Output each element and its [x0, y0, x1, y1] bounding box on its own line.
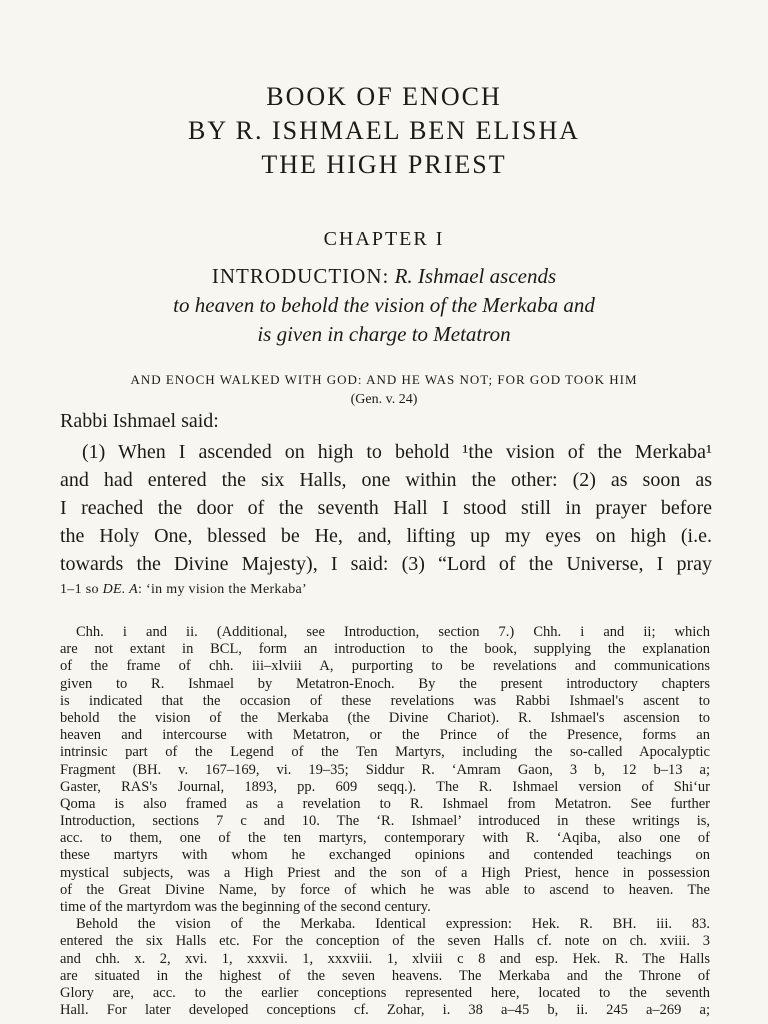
commentary-line: are situated in the highest of the seven heavens. The Merkaba and the Throne of [60, 967, 710, 984]
intro-line-2: to heaven to behold the vision of the Merkaba and [173, 293, 595, 317]
commentary-line: Chh. i and ii. (Additional, see Introduction, section 7.) Chh. i and ii; which [76, 624, 710, 640]
epigraph: AND ENOCH WALKED WITH GOD: AND HE WAS NOT; FOR GOD TOOK HIM [130, 372, 638, 387]
commentary-line: Fragment (BH. v. 167–169, vi. 19–35; Siddur R. ‘Amram Gaon, 3 b, 12 b–13 a; [60, 761, 710, 778]
chapter-introduction [60, 262, 708, 349]
commentary-line: given to R. Ishmael by Metatron-Enoch. By the present introductory chapters [60, 675, 710, 692]
commentary-line: intrinsic part of the Legend of the Ten Martyrs, including the so-called Apocalyptic [60, 744, 710, 761]
commentary-line: of the Great Divine Name, by force of which he was able to ascend to heaven. The [60, 881, 710, 898]
epigraph-citation: (Gen. v. 24) [350, 392, 418, 407]
commentary-line: time of the martyrdom was the beginning of the second century. [60, 899, 431, 915]
commentary-line: is indicated that the occasion of these revelations was Rabbi Ishmael's ascent to [60, 692, 710, 709]
footnote-text: : ‘in my vision the Merkaba’ [138, 582, 308, 597]
title-line-1: BOOK OF ENOCH [266, 82, 502, 111]
commentary-line: heaven and intercourse with Metatron, or the Prince of the Presence, forms an [60, 727, 710, 744]
commentary-line: Gaster, RAS's Journal, 1893, pp. 609 seqq.). The R. Ishmael version of Shi‘ur [60, 778, 710, 795]
book-title [0, 80, 768, 182]
commentary-line: of the frame of chh. iii–xlviii A, purporting to be revelations and communications [60, 658, 710, 675]
intro-line-1: R. Ishmael ascends [394, 264, 557, 288]
commentary-line: acc. to them, one of the ten martyrs, contemporary with R. ‘Aqiba, also one of [60, 830, 710, 847]
chapter-heading: CHAPTER I [323, 228, 445, 250]
commentary-line: mystical subjects, was a High Priest and the son of a High Priest, hence in possession [60, 864, 710, 881]
footnote [60, 582, 307, 598]
commentary-line: Glory are, acc. to the earlier conceptions represented here, located to the seventh [60, 984, 710, 1001]
title-line-3: THE HIGH PRIEST [261, 150, 507, 179]
intro-lead: INTRODUCTION: [211, 264, 390, 288]
intro-line-3: is given in charge to Metatron [257, 322, 511, 346]
commentary-line: Qoma is also framed as a revelation to R. Ishmael from Metatron. See further [60, 795, 710, 812]
main-text-line: towards the Divine Majesty), I said: (3) “Lord of the Universe, I pray [60, 553, 712, 575]
speaker-line: Rabbi Ishmael said: [60, 410, 219, 432]
commentary-line: behold the vision of the Merkaba (the Divine Chariot). R. Ishmael's ascension to [60, 709, 710, 726]
main-text-line: and had entered the six Halls, one within the other: (2) as soon as [60, 469, 712, 491]
commentary-line: and chh. x. 2, xvi. 1, xxxvii. 1, xxxviii. 1, xlviii c 8 and esp. Hek. R. The Halls [60, 950, 710, 967]
commentary-line: are not extant in BCL, form an introduction to the book, supplying the explanation [60, 641, 710, 658]
commentary-line: these martyrs with whom he exchanged opinions and contended teachings on [60, 847, 710, 864]
main-text-line: I reached the door of the seventh Hall I stood still in prayer before [60, 497, 712, 519]
footnote-prefix: 1–1 so [60, 582, 99, 597]
commentary-line: Behold the vision of the Merkaba. Identical expression: Hek. R. BH. iii. 83. [76, 916, 710, 933]
commentary-line: entered the six Halls etc. For the conception of the seven Halls cf. note on ch. xviii. 3 [60, 933, 710, 950]
commentary [60, 624, 710, 1019]
title-line-2: BY R. ISHMAEL BEN ELISHA [187, 116, 581, 145]
main-text [60, 438, 712, 578]
footnote-source: DE. A [102, 582, 139, 597]
commentary-line: Hall. For later developed conceptions cf. Zohar, i. 38 a–45 b, ii. 245 a–269 a; [60, 1002, 710, 1019]
main-text-line: (1) When I ascended on high to behold ¹the vision of the Merkaba¹ [82, 441, 712, 463]
main-text-line: the Holy One, blessed be He, and, lifting up my eyes on high (i.e. [60, 525, 712, 547]
commentary-line: Introduction, sections 7 c and 10. The ‘R. Ishmael’ introduced in these writings is, [60, 813, 710, 830]
